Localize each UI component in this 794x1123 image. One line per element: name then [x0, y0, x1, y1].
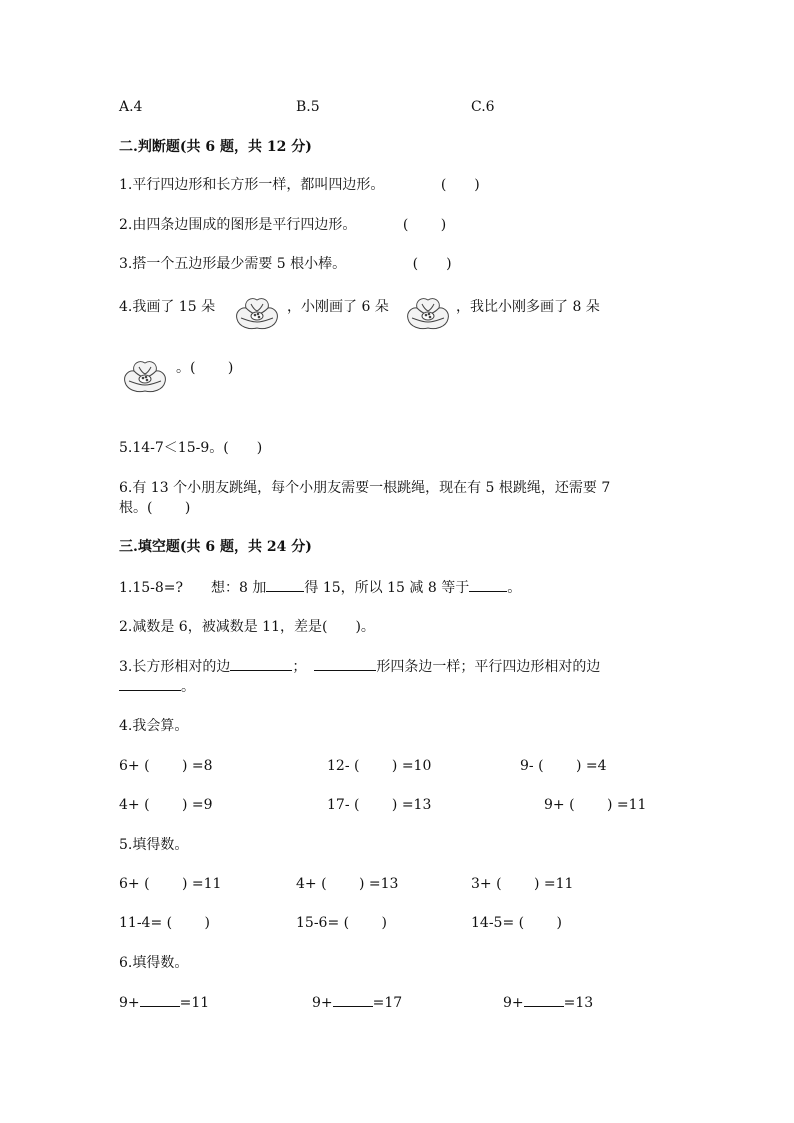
fill-q1-part1: 1.15-8=? 想：8 加	[119, 580, 267, 596]
answer-blank[interactable]	[314, 656, 376, 671]
answer-blank[interactable]	[230, 656, 292, 671]
fill-q3-part1: 3.长方形相对的边	[119, 659, 231, 675]
calc-item: 6+ ( ) =8	[119, 758, 213, 774]
choice-a: A.4	[119, 99, 143, 115]
section-3-heading: 三.填空题(共 6 题，共 24 分)	[119, 539, 312, 555]
fill-q3-part3: 形四条边一样；平行四边形相对的边	[376, 659, 601, 675]
judge-q1-text: 1.平行四边形和长方形一样，都叫四边形。	[119, 177, 385, 193]
calc-post: =17	[372, 995, 403, 1011]
answer-blank[interactable]	[524, 992, 564, 1007]
flower-icon	[121, 355, 169, 395]
calc-post: =11	[179, 995, 210, 1011]
calc-item	[312, 992, 402, 1013]
fill-q3-line1	[119, 656, 600, 677]
fill-q3-part2: ；	[292, 659, 307, 675]
judge-q1	[119, 175, 480, 195]
fill-q1	[119, 577, 521, 598]
judge-q3	[119, 254, 452, 274]
fill-q3-part4: 。	[181, 679, 195, 695]
judge-q2-paren: ( )	[402, 217, 447, 233]
answer-blank[interactable]	[266, 577, 304, 592]
choice-b: B.5	[296, 99, 320, 115]
judge-q2-text: 2.由四条边围成的图形是平行四边形。	[119, 217, 357, 233]
fill-q4-title: 4.我会算。	[119, 718, 189, 734]
calc-post: =13	[563, 995, 594, 1011]
calc-item: 3+ ( ) =11	[471, 876, 574, 892]
judge-q3-paren: ( )	[412, 256, 452, 272]
fill-q2: 2.减数是 6，被减数是 11，差是( )。	[119, 619, 375, 635]
calc-item: 9+ ( ) =11	[544, 797, 647, 813]
answer-blank[interactable]	[333, 992, 373, 1007]
calc-item: 15-6= ( )	[296, 915, 388, 931]
judge-q3-text: 3.搭一个五边形最少需要 5 根小棒。	[119, 256, 347, 272]
section-2-heading: 二.判断题(共 6 题，共 12 分)	[119, 139, 312, 155]
judge-q4-part4: 。( )	[176, 360, 234, 376]
calc-item: 11-4= ( )	[119, 915, 211, 931]
choice-c: C.6	[471, 99, 495, 115]
judge-q4-part2: ，小刚画了 6 朵	[287, 299, 389, 315]
judge-q6-line2: 根。( )	[119, 500, 191, 516]
calc-pre: 9+	[119, 995, 140, 1011]
calc-item: 12- ( ) =10	[327, 758, 432, 774]
calc-item: 6+ ( ) =11	[119, 876, 222, 892]
judge-q6-line1: 6.有 13 个小朋友跳绳，每个小朋友需要一根跳绳，现在有 5 根跳绳，还需要 7	[119, 480, 611, 496]
calc-item: 14-5= ( )	[471, 915, 563, 931]
flower-icon	[233, 292, 281, 332]
calc-pre: 9+	[312, 995, 333, 1011]
calc-item: 9- ( ) =4	[520, 758, 607, 774]
calc-item: 4+ ( ) =13	[296, 876, 399, 892]
fill-q1-part3: 。	[507, 580, 522, 596]
judge-q5: 5.14-7＜15-9。( )	[119, 440, 263, 456]
answer-blank[interactable]	[140, 992, 180, 1007]
judge-q4-part3: ，我比小刚多画了 8 朵	[456, 299, 600, 315]
calc-item: 4+ ( ) =9	[119, 797, 213, 813]
judge-q2	[119, 215, 446, 235]
judge-q4-part1: 4.我画了 15 朵	[119, 299, 216, 315]
judge-q1-paren: ( )	[440, 177, 480, 193]
answer-blank[interactable]	[119, 676, 181, 691]
calc-item	[119, 992, 209, 1013]
fill-q1-part2: 得 15，所以 15 减 8 等于	[304, 580, 470, 596]
flower-icon	[404, 292, 452, 332]
calc-item: 17- ( ) =13	[327, 797, 432, 813]
calc-item	[503, 992, 593, 1013]
fill-q6-title: 6.填得数。	[119, 955, 189, 971]
calc-pre: 9+	[503, 995, 524, 1011]
fill-q3-line2	[119, 676, 195, 697]
answer-blank[interactable]	[469, 577, 507, 592]
fill-q5-title: 5.填得数。	[119, 837, 189, 853]
